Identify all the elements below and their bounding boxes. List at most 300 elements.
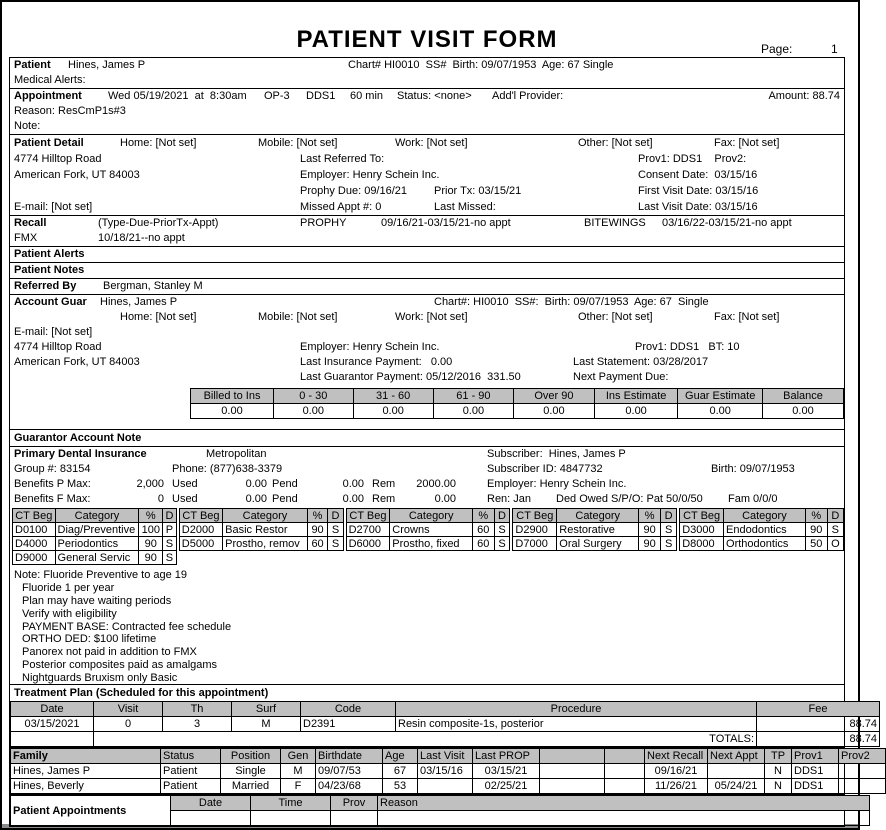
coverage-header-pct: % — [473, 509, 495, 523]
insurance-renewal: Ren: Jan — [487, 493, 532, 505]
coverage-code: D7000 — [513, 537, 557, 551]
patient-header-row — [10, 58, 844, 73]
tp-code: D2391 — [301, 717, 396, 732]
coverage-d: S — [661, 523, 677, 537]
insurance-subscriber-id: Subscriber ID: 4847732 — [487, 463, 603, 475]
employer: Employer: Henry Schein Inc. — [300, 341, 440, 353]
family-status: Patient — [161, 779, 221, 794]
insurance-note-line: Nightguards Bruxism only Basic — [22, 672, 178, 685]
rem-label: Rem — [372, 493, 396, 505]
coverage-pct: 50 — [805, 537, 827, 551]
family-age: 67 — [383, 764, 418, 779]
home-phone: Home: [Not set] — [120, 137, 197, 149]
pa-empty-date — [171, 811, 251, 826]
patient-label: Patient — [14, 59, 51, 71]
coverage-header-pct: % — [639, 509, 661, 523]
coverage-header-d: D — [661, 509, 677, 523]
pend-label: Pend — [272, 493, 298, 505]
aging-value-cell: 0.00 — [594, 404, 677, 419]
coverage-code: D5000 — [179, 537, 222, 551]
family-prov1: DDS1 — [792, 764, 839, 779]
referred-by-name: Bergman, Stanley M — [103, 280, 203, 292]
treatment-plan-table — [10, 701, 880, 747]
coverage-category: Periodontics — [55, 537, 139, 551]
insurance-fam-ded: Fam 0/0/0 — [728, 493, 778, 505]
tp-header-surf: Surf — [232, 702, 301, 717]
coverage-table — [346, 508, 511, 551]
last-referred-to: Last Referred To: — [300, 153, 385, 165]
appointment-duration: 60 min — [350, 90, 384, 102]
account-guar-phones-row — [10, 310, 844, 325]
family-label: Family — [11, 749, 161, 764]
aging-header-cell: 61 - 90 — [433, 389, 513, 404]
coverage-header-d: D — [163, 509, 177, 523]
address-line1: 4774 Hilltop Road — [14, 153, 102, 165]
family-header-blank — [540, 749, 605, 764]
appointment-addl-provider: Add'l Provider: — [492, 90, 564, 102]
appointment-datetime: Wed 05/19/2021 at 8:30am — [108, 90, 247, 102]
recall-fmx-type: FMX — [14, 232, 38, 244]
coverage-header-d: D — [328, 509, 343, 523]
account-guar-row4 — [10, 340, 844, 355]
page-label: Page: — [761, 42, 793, 56]
aging-values-row — [191, 404, 844, 419]
medical-alerts-row — [10, 73, 844, 88]
family-member-name: Hines, Beverly — [11, 779, 161, 794]
family-last-visit: 03/15/16 — [418, 764, 473, 779]
family-blank-cell — [605, 779, 645, 794]
coverage-header-ctbeg: CT Beg — [13, 509, 56, 523]
coverage-category: Endodontics — [724, 523, 806, 537]
family-last-visit — [418, 779, 473, 794]
benefits-f-rem: 0.00 — [434, 493, 456, 505]
page-title: PATIENT VISIT FORM — [296, 26, 558, 53]
section-appointment — [9, 88, 845, 135]
aging-value-cell: 0.00 — [763, 404, 844, 419]
insurance-birth: Birth: 09/07/1953 — [711, 463, 795, 475]
coverage-pct: 60 — [473, 523, 495, 537]
section-guarantor-note — [9, 429, 845, 447]
aging-header-row — [191, 389, 844, 404]
pa-header-time: Time — [251, 796, 331, 811]
family-header-status: Status — [161, 749, 221, 764]
coverage-d: S — [494, 537, 510, 551]
family-birthdate: 04/23/68 — [316, 779, 383, 794]
coverage-code: D8000 — [680, 537, 724, 551]
tp-procedure: Resin composite-1s, posterior — [396, 717, 757, 732]
tp-totals-label: TOTALS: — [94, 732, 757, 747]
family-gender: M — [281, 764, 316, 779]
other-phone: Other: [Not set] — [578, 311, 653, 323]
tp-header-th: Th — [163, 702, 232, 717]
insurance-note-line: Verify with eligibility — [22, 607, 117, 620]
aging-header-cell: Over 90 — [514, 389, 595, 404]
coverage-category: Diag/Preventive — [55, 523, 139, 537]
coverage-code: D6000 — [346, 537, 390, 551]
tp-header-date: Date — [11, 702, 94, 717]
account-guar-row6 — [10, 370, 844, 385]
insurance-note-line: ORTHO DED: $100 lifetime — [22, 633, 157, 646]
family-next-appt — [708, 764, 765, 779]
insurance-benefits-f-row — [10, 492, 844, 507]
aging-value-cell: 0.00 — [274, 404, 354, 419]
coverage-code: D9000 — [13, 551, 56, 565]
last-missed: Last Missed: — [434, 201, 496, 213]
tp-header-code: Code — [301, 702, 396, 717]
patient-detail-row3 — [10, 167, 844, 183]
benefits-p-used: 0.00 — [245, 478, 267, 490]
form-body — [9, 4, 877, 827]
benefits-p-max: 2,000 — [136, 478, 164, 490]
treatment-plan-header-row — [11, 702, 880, 717]
first-visit-date: First Visit Date: 03/15/16 — [638, 185, 759, 197]
work-phone: Work: [Not set] — [395, 137, 468, 149]
benefits-f-label: Benefits F Max: — [14, 493, 91, 505]
insurance-carrier: Metropolitan — [206, 448, 267, 460]
recall-fmx-due: 10/18/21--no appt — [98, 232, 185, 244]
coverage-header-pct: % — [139, 509, 163, 523]
missed-appt: Missed Appt #: 0 — [300, 201, 382, 213]
last-guarantor-payment: Last Guarantor Payment: 05/12/2016 331.50 — [300, 371, 521, 383]
family-last-prop: 02/25/21 — [473, 779, 540, 794]
family-position: Married — [221, 779, 281, 794]
section-referred-by — [9, 278, 845, 295]
family-position: Single — [221, 764, 281, 779]
insurance-notes — [10, 567, 844, 684]
family-prov1: DDS1 — [792, 779, 839, 794]
insurance-note-line: Panorex not paid in addition to FMX — [22, 646, 197, 659]
patient-detail-label: Patient Detail — [14, 137, 84, 149]
coverage-category: Prostho, fixed — [390, 537, 473, 551]
section-patient — [9, 57, 845, 89]
pa-header-date: Date — [171, 796, 251, 811]
section-patient-notes — [9, 262, 845, 279]
insurance-note-line: PAYMENT BASE: Contracted fee schedule — [22, 620, 232, 633]
fax-number: Fax: [Not set] — [714, 311, 780, 323]
insurance-row1 — [10, 447, 844, 462]
employer: Employer: Henry Schein Inc. — [300, 169, 440, 181]
aging-header-cell: 31 - 60 — [353, 389, 433, 404]
coverage-category: Prostho, remov — [223, 537, 308, 551]
family-table — [10, 748, 886, 794]
appointment-status: Status: <none> — [397, 90, 472, 102]
family-header-last-visit: Last Visit — [418, 749, 473, 764]
coverage-d: S — [661, 537, 677, 551]
coverage-d: S — [328, 523, 343, 537]
coverage-code: D4000 — [13, 537, 56, 551]
coverage-d: S — [163, 537, 177, 551]
coverage-header-d: D — [827, 509, 843, 523]
family-row — [11, 779, 886, 794]
aging-table — [190, 388, 844, 419]
coverage-category: General Servic — [55, 551, 139, 565]
insurance-ded-owed: Ded Owed S/P/O: Pat 50/0/50 — [556, 493, 703, 505]
family-header-next-recall: Next Recall — [645, 749, 708, 764]
mobile-phone: Mobile: [Not set] — [258, 311, 338, 323]
benefits-p-rem: 2000.00 — [416, 478, 456, 490]
patient-detail-row2 — [10, 151, 844, 167]
coverage-code: D2000 — [179, 523, 222, 537]
consent-date: Consent Date: 03/15/16 — [638, 169, 758, 181]
referred-by-label: Referred By — [14, 280, 77, 292]
appointment-reason-row — [10, 104, 844, 119]
benefits-p-pend: 0.00 — [342, 478, 364, 490]
insurance-phone: Phone: (877)638-3379 — [172, 463, 283, 475]
recall-prophy-due: 09/16/21-03/15/21-no appt — [381, 217, 511, 229]
benefits-f-max: 0 — [157, 493, 164, 505]
patient-appointments-label: Patient Appointments — [11, 796, 171, 826]
coverage-header-pct: % — [307, 509, 328, 523]
coverage-code: D2700 — [346, 523, 390, 537]
family-age: 53 — [383, 779, 418, 794]
coverage-category: Crowns — [390, 523, 473, 537]
recall-bitewings-due: 03/16/22-03/15/21-no appt — [662, 217, 792, 229]
work-phone: Work: [Not set] — [395, 311, 468, 323]
mobile-phone: Mobile: [Not set] — [258, 137, 338, 149]
email: E-mail: [Not set] — [14, 326, 93, 338]
account-guar-row5 — [10, 355, 844, 370]
family-header-birthdate: Birthdate — [316, 749, 383, 764]
coverage-header-category: Category — [390, 509, 473, 523]
coverage-d: P — [163, 523, 177, 537]
providers-line: Prov1: DDS1 BT: 10 — [635, 341, 740, 353]
family-header-gen: Gen — [281, 749, 316, 764]
treatment-plan-totals-row — [11, 732, 880, 747]
aging-header-cell: 0 - 30 — [274, 389, 354, 404]
family-prov2 — [839, 779, 886, 794]
section-account-guar — [9, 294, 845, 430]
patient-name: Hines, James P — [68, 59, 146, 71]
family-header-tp: TP — [765, 749, 792, 764]
coverage-table — [179, 508, 344, 551]
guarantor-note-row — [10, 430, 844, 446]
pa-header-reason: Reason — [378, 796, 870, 811]
insurance-subscriber: Subscriber: Hines, James P — [487, 448, 626, 460]
coverage-header-category: Category — [223, 509, 308, 523]
aging-header-cell: Balance — [763, 389, 844, 404]
appointment-header-row — [10, 89, 844, 104]
coverage-pct: 90 — [805, 523, 827, 537]
coverage-category: Basic Restor — [223, 523, 308, 537]
section-patient-detail — [9, 134, 845, 216]
account-guar-label: Account Guar — [14, 296, 87, 308]
coverage-pct: 60 — [307, 537, 328, 551]
home-phone: Home: [Not set] — [120, 311, 197, 323]
coverage-pct: 60 — [473, 537, 495, 551]
patient-appointments-header-row — [11, 796, 870, 811]
coverage-d: O — [827, 537, 843, 551]
insurance-label: Primary Dental Insurance — [14, 448, 147, 460]
coverage-header-pct: % — [805, 509, 827, 523]
patient-notes-label: Patient Notes — [14, 264, 85, 276]
family-header-age: Age — [383, 749, 418, 764]
family-header-prov2: Prov2 — [839, 749, 886, 764]
family-next-appt: 05/24/21 — [708, 779, 765, 794]
section-treatment-plan — [9, 684, 877, 748]
title-block — [9, 4, 845, 58]
family-gender: F — [281, 779, 316, 794]
tp-surf: M — [232, 717, 301, 732]
recall-row1 — [10, 216, 844, 231]
pa-empty-reason — [378, 811, 870, 826]
patient-detail-row4 — [10, 183, 844, 199]
appointment-label: Appointment — [14, 90, 82, 102]
section-patient-alerts — [9, 246, 845, 263]
family-status: Patient — [161, 764, 221, 779]
insurance-note-line: Fluoride 1 per year — [22, 581, 115, 594]
insurance-note-line: Note: Fluoride Preventive to age 19 — [14, 569, 188, 581]
family-header-row — [11, 749, 886, 764]
pa-header-prov: Prov — [331, 796, 378, 811]
coverage-table — [512, 508, 677, 551]
family-last-prop: 03/15/21 — [473, 764, 540, 779]
coverage-header-ctbeg: CT Beg — [179, 509, 222, 523]
pa-empty-prov — [331, 811, 378, 826]
coverage-header-category: Category — [724, 509, 806, 523]
address-line2: American Fork, UT 84003 — [14, 356, 140, 368]
family-blank-cell — [540, 779, 605, 794]
aging-header-cell: Guar Estimate — [678, 389, 763, 404]
used-label: Used — [172, 493, 198, 505]
insurance-note-line: Posterior composites paid as amalgams — [22, 659, 218, 672]
family-next-recall: 11/26/21 — [645, 779, 708, 794]
aging-value-cell: 0.00 — [191, 404, 274, 419]
section-family — [9, 747, 870, 795]
patient-alerts-row — [10, 247, 844, 262]
appointment-operatory: OP-3 — [264, 90, 290, 102]
fax-number: Fax: [Not set] — [714, 137, 780, 149]
tp-header-visit: Visit — [94, 702, 163, 717]
patient-appointments-table — [10, 795, 870, 826]
section-insurance — [9, 446, 845, 685]
patient-chart-line: Chart# HI0010 SS# Birth: 09/07/1953 Age: 67 Single — [348, 59, 614, 71]
coverage-code: D3000 — [680, 523, 724, 537]
coverage-header-ctbeg: CT Beg — [346, 509, 390, 523]
recall-type-hint: (Type-Due-PriorTx-Appt) — [98, 217, 219, 229]
coverage-d: S — [827, 523, 843, 537]
insurance-row2 — [10, 462, 844, 477]
benefits-f-used: 0.00 — [245, 493, 267, 505]
coverage-category: Oral Surgery — [557, 537, 639, 551]
patient-detail-row5 — [10, 199, 844, 215]
family-blank-cell — [540, 764, 605, 779]
tp-header-procedure: Procedure — [396, 702, 757, 717]
aging-value-cell: 0.00 — [514, 404, 595, 419]
pa-empty-time — [251, 811, 331, 826]
last-insurance-payment: Last Insurance Payment: 0.00 — [300, 356, 453, 368]
tp-header-fee: Fee — [757, 702, 880, 717]
treatment-plan-title-row — [10, 685, 844, 701]
email: E-mail: [Not set] — [14, 201, 93, 213]
family-header-blank — [605, 749, 645, 764]
tp-totals-spacer — [11, 732, 94, 747]
medical-alerts-label: Medical Alerts: — [14, 74, 86, 86]
address-line1: 4774 Hilltop Road — [14, 341, 102, 353]
benefits-p-label: Benefits P Max: — [14, 478, 91, 490]
appointment-note: Note: — [14, 120, 41, 132]
prior-tx: Prior Tx: 03/15/21 — [434, 185, 522, 197]
coverage-pct: 90 — [639, 523, 661, 537]
appointment-reason: Reason: ResCmP1s#3 — [14, 105, 126, 117]
coverage-pct: 90 — [139, 537, 163, 551]
coverage-table — [12, 508, 177, 565]
last-statement: Last Statement: 03/28/2017 — [573, 356, 709, 368]
pend-label: Pend — [272, 478, 298, 490]
tp-date: 03/15/2021 — [11, 717, 94, 732]
treatment-plan-label: Treatment Plan (Scheduled for this appointment) — [14, 687, 269, 699]
patient-detail-phones-row — [10, 135, 844, 151]
coverage-d: S — [163, 551, 177, 565]
coverage-pct: 90 — [139, 551, 163, 565]
account-guar-row1 — [10, 295, 844, 310]
coverage-tables — [10, 507, 844, 567]
coverage-header-d: D — [494, 509, 510, 523]
coverage-header-ctbeg: CT Beg — [513, 509, 557, 523]
coverage-header-ctbeg: CT Beg — [680, 509, 724, 523]
family-member-name: Hines, James P — [11, 764, 161, 779]
coverage-pct: 90 — [307, 523, 328, 537]
guarantor-note-label: Guarantor Account Note — [14, 432, 142, 444]
coverage-header-category: Category — [557, 509, 639, 523]
appointment-provider: DDS1 — [306, 90, 336, 102]
coverage-table — [679, 508, 844, 551]
account-guar-name: Hines, James P — [100, 296, 178, 308]
aging-header-cell: Billed to Ins — [191, 389, 274, 404]
treatment-plan-row — [11, 717, 880, 732]
prophy-due: Prophy Due: 09/16/21 — [300, 185, 408, 197]
coverage-d: S — [328, 537, 343, 551]
aging-header-cell: Ins Estimate — [594, 389, 677, 404]
providers-line: Prov1: DDS1 Prov2: — [638, 153, 747, 165]
family-header-last-prop: Last PROP — [473, 749, 540, 764]
patient-notes-row — [10, 263, 844, 278]
rem-label: Rem — [372, 478, 396, 490]
insurance-group: Group #: 83154 — [14, 463, 91, 475]
recall-row2 — [10, 231, 844, 246]
aging-value-cell: 0.00 — [678, 404, 763, 419]
next-payment-due: Next Payment Due: — [573, 371, 669, 383]
coverage-code: D2900 — [513, 523, 557, 537]
coverage-pct: 100 — [139, 523, 163, 537]
last-visit-date: Last Visit Date: 03/15/16 — [638, 201, 758, 213]
account-guar-chart-line: Chart#: HI0010 SS#: Birth: 09/07/1953 Age: 67 Single — [434, 296, 709, 308]
coverage-category: Orthodontics — [724, 537, 806, 551]
family-tp-flag: N — [765, 764, 792, 779]
appointment-amount: Amount: 88.74 — [768, 90, 840, 102]
account-guar-email-row — [10, 325, 844, 340]
patient-alerts-label: Patient Alerts — [14, 248, 85, 260]
tp-th: 3 — [163, 717, 232, 732]
recall-prophy-type: PROPHY — [300, 217, 347, 229]
tp-visit: 0 — [94, 717, 163, 732]
aging-value-cell: 0.00 — [353, 404, 433, 419]
family-row — [11, 764, 886, 779]
coverage-category: Restorative — [557, 523, 639, 537]
address-line2: American Fork, UT 84003 — [14, 169, 140, 181]
coverage-code: D0100 — [13, 523, 56, 537]
family-birthdate: 09/07/53 — [316, 764, 383, 779]
insurance-benefits-p-row — [10, 477, 844, 492]
benefits-f-pend: 0.00 — [342, 493, 364, 505]
family-tp-flag: N — [765, 779, 792, 794]
tp-total-fee: 88.74 — [757, 732, 880, 747]
other-phone: Other: [Not set] — [578, 137, 653, 149]
coverage-d: S — [494, 523, 510, 537]
family-blank-cell — [605, 764, 645, 779]
family-header-position: Position — [221, 749, 281, 764]
appointment-note-row — [10, 119, 844, 134]
used-label: Used — [172, 478, 198, 490]
